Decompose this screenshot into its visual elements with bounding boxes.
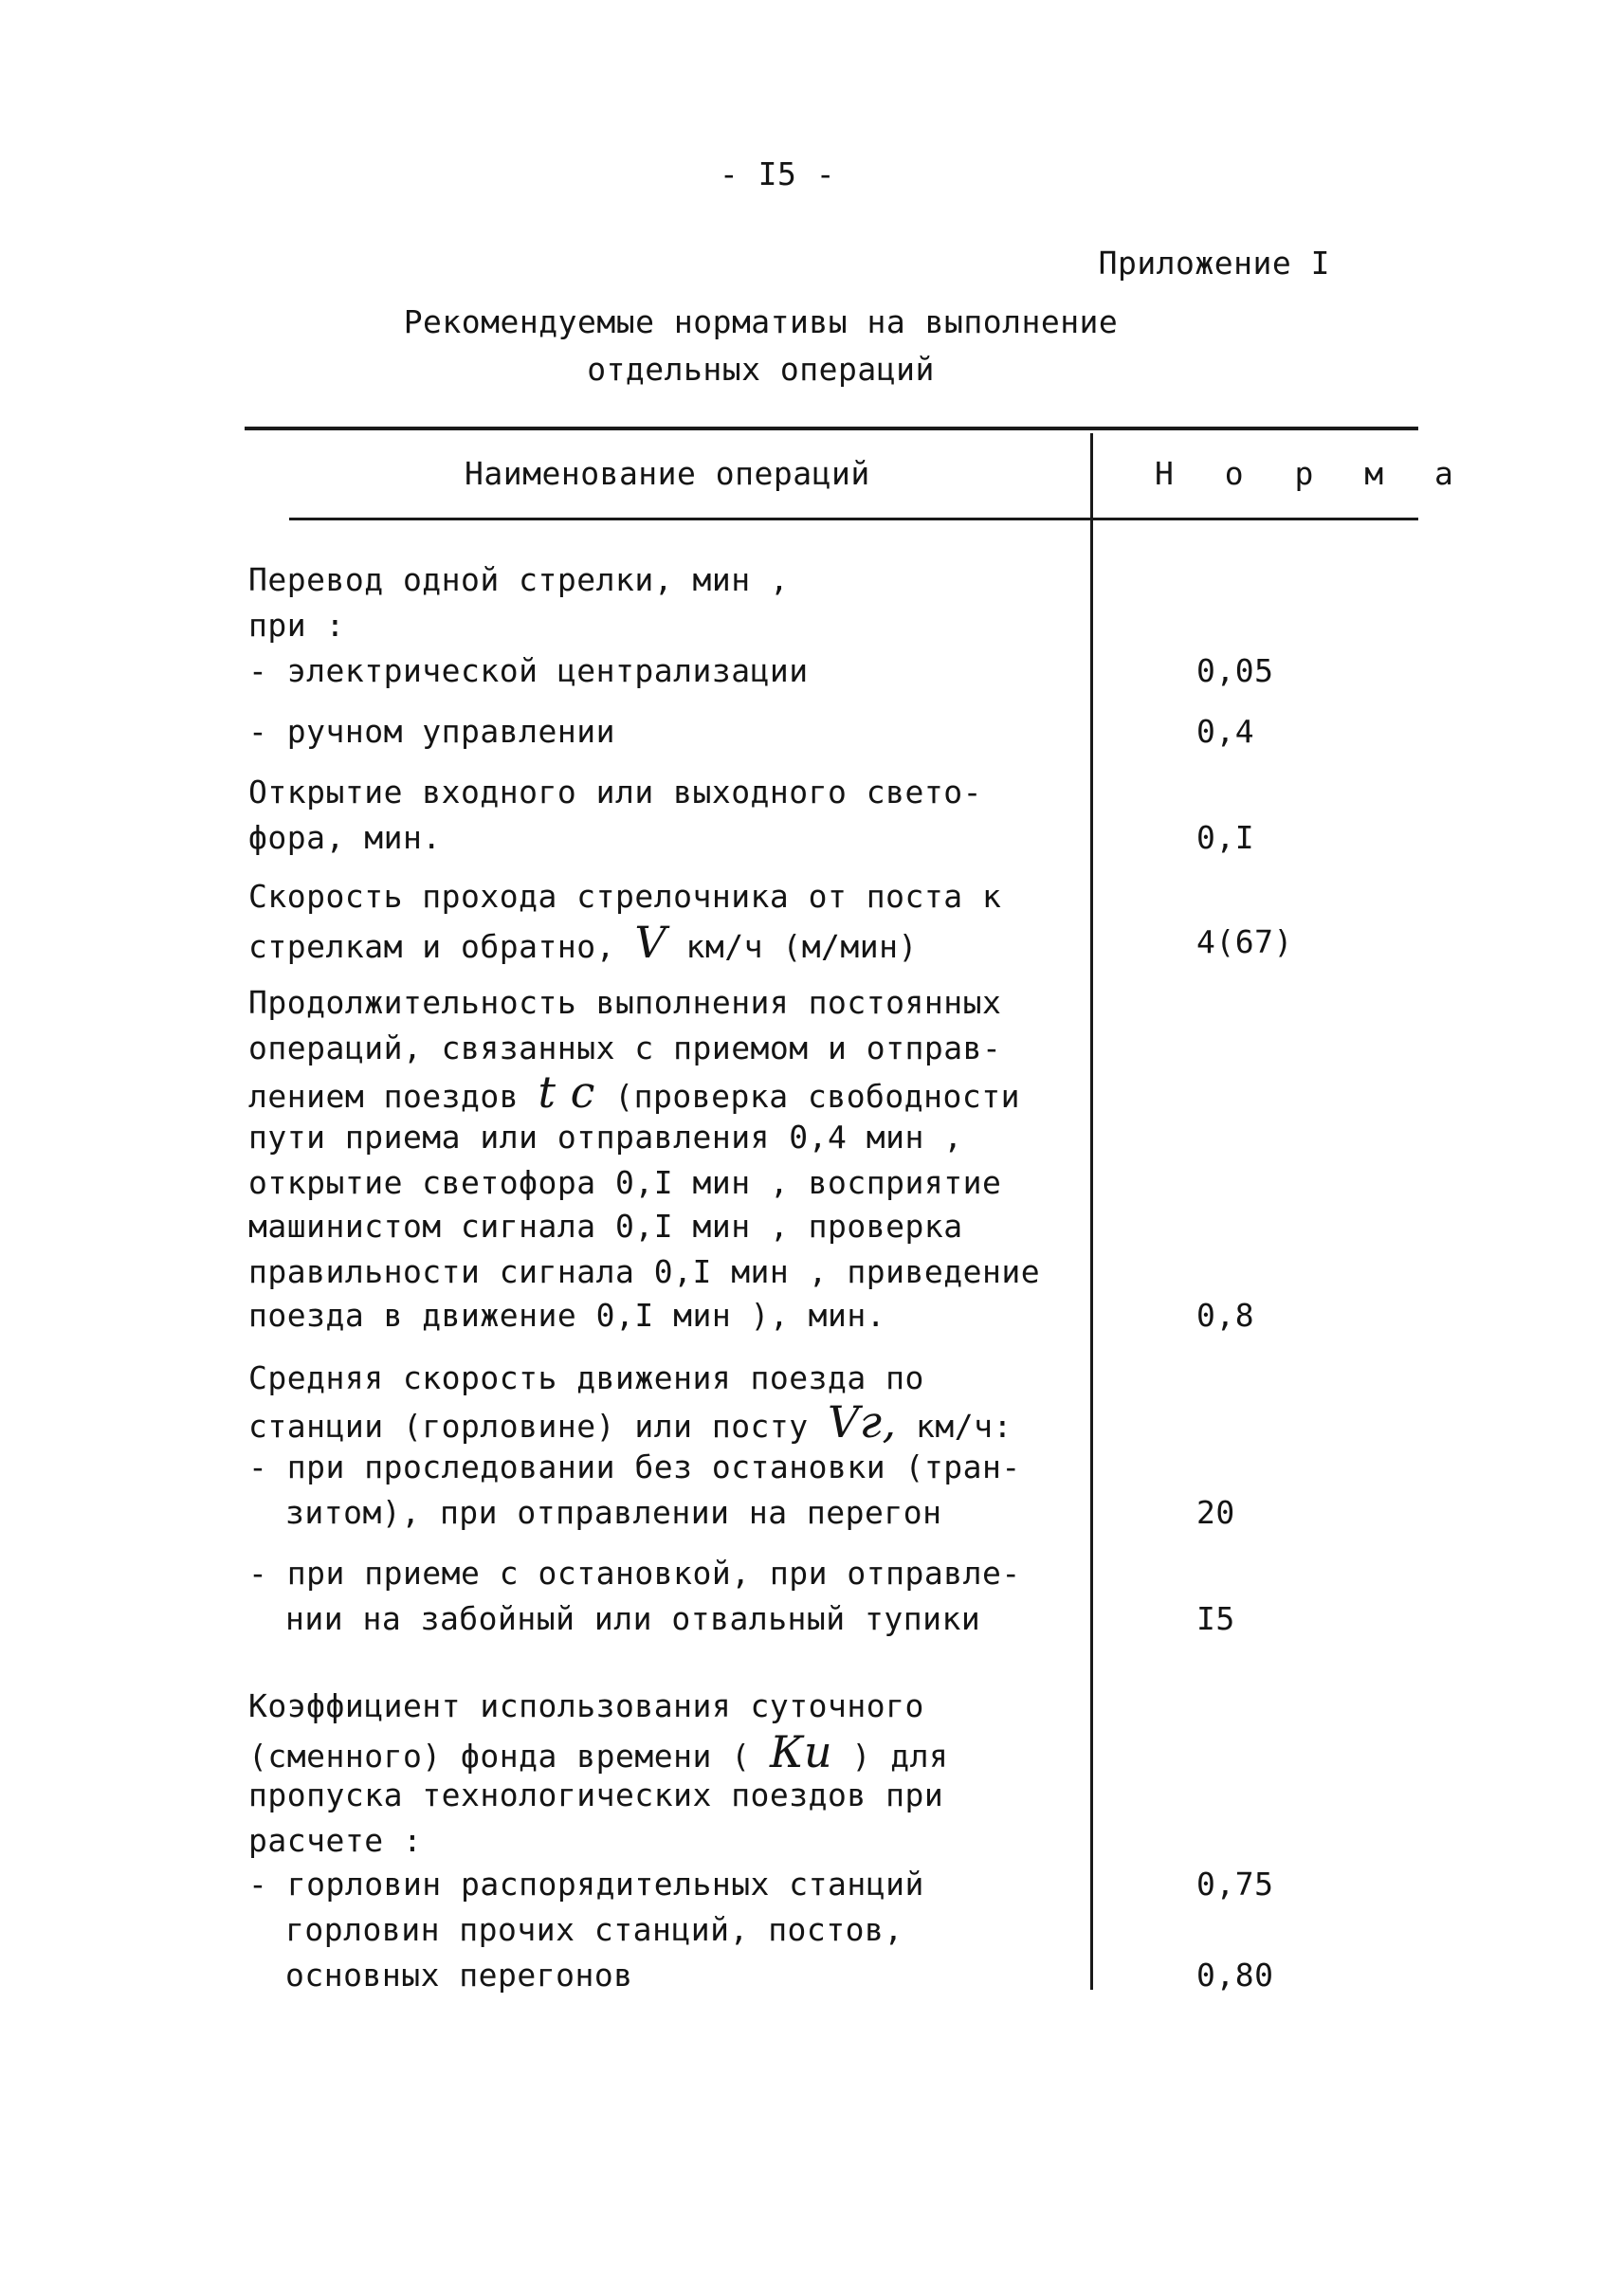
operation-line: поезда в движение 0,I мин ), мин. xyxy=(248,1297,886,1334)
norm-value: I5 xyxy=(1196,1600,1235,1637)
norm-value: 0,05 xyxy=(1196,652,1274,689)
norm-value: 20 xyxy=(1196,1494,1235,1531)
operation-text: км/ч: xyxy=(916,1408,1013,1445)
norm-value: 4(67) xyxy=(1196,923,1293,960)
operation-line: Перевод одной стрелки, мин , xyxy=(248,561,790,598)
norm-value: 0,75 xyxy=(1196,1866,1274,1903)
operation-line: Продолжительность выполнения постоянных xyxy=(248,984,1002,1021)
operation-line: машинистом сигнала 0,I мин , проверка xyxy=(248,1208,963,1245)
column-header-norm: Н о р м а xyxy=(1155,455,1469,492)
document-title-line-2: отдельных операций xyxy=(587,351,935,388)
operation-line xyxy=(248,1396,1013,1449)
speed-symbol: V xyxy=(634,917,667,968)
operation-line: нии на забойный или отвальный тупики xyxy=(285,1600,981,1637)
operation-text: ) для xyxy=(851,1738,949,1775)
table-top-rule xyxy=(245,427,1418,430)
operation-line: правильности сигнала 0,I мин , приведение xyxy=(248,1253,1041,1290)
operation-line: операций, связанных с приемом и отправ- xyxy=(248,1029,1002,1066)
operation-line: - при проследовании без остановки (тран- xyxy=(248,1448,1021,1485)
norm-value: 0,I xyxy=(1196,819,1255,856)
coefficient-symbol: Ки xyxy=(769,1726,833,1777)
table-column-divider xyxy=(1090,433,1093,1990)
operation-line xyxy=(248,1066,1021,1120)
norm-value: 0,8 xyxy=(1196,1297,1255,1334)
appendix-label: Приложение I xyxy=(1098,245,1330,282)
operation-line: при : xyxy=(248,607,345,644)
operation-text: стрелкам и обратно, xyxy=(248,928,615,965)
operation-text: лением поездов xyxy=(248,1078,520,1115)
operation-line: - ручном управлении xyxy=(248,713,615,750)
operation-text: станции (горловине) или посту xyxy=(248,1408,809,1445)
page-number: - I5 - xyxy=(719,155,836,192)
norm-value: 0,4 xyxy=(1196,713,1255,750)
operation-line: горловин прочих станций, постов, xyxy=(285,1911,903,1948)
operation-line: - горловин распорядительных станций xyxy=(248,1866,924,1903)
norm-value: 0,80 xyxy=(1196,1957,1274,1994)
operation-text: (сменного) фонда времени ( xyxy=(248,1738,751,1775)
operation-line: Скорость прохода стрелочника от поста к xyxy=(248,878,1002,915)
operation-text: км/ч (м/мин) xyxy=(685,928,918,965)
operation-line: Открытие входного или выходного свето- xyxy=(248,774,982,811)
column-header-name: Наименование операций xyxy=(465,455,870,492)
operation-line: Коэффициент использования суточного xyxy=(248,1687,924,1724)
operation-line: - при приеме с остановкой, при отправле- xyxy=(248,1555,1021,1592)
operation-line: - электрической централизации xyxy=(248,652,809,689)
operation-line: пропуска технологических поездов при xyxy=(248,1776,944,1813)
operation-line: открытие светофора 0,I мин , восприятие xyxy=(248,1164,1002,1201)
operation-line: расчете : xyxy=(248,1822,423,1859)
operation-line: пути приема или отправления 0,4 мин , xyxy=(248,1119,963,1156)
operation-line: Средняя скорость движения поезда по xyxy=(248,1359,924,1396)
operation-line: фора, мин. xyxy=(248,819,442,856)
speed-symbol: Vг, xyxy=(828,1396,897,1448)
time-symbol: t c xyxy=(538,1066,595,1118)
operation-line: зитом), при отправлении на перегон xyxy=(285,1494,942,1531)
operation-line: основных перегонов xyxy=(285,1957,633,1994)
table-header-rule xyxy=(289,518,1418,520)
document-title-line-1: Рекомендуемые нормативы на выполнение xyxy=(403,303,1119,340)
operation-text: (проверка свободности xyxy=(614,1078,1021,1115)
operation-line xyxy=(248,917,918,970)
